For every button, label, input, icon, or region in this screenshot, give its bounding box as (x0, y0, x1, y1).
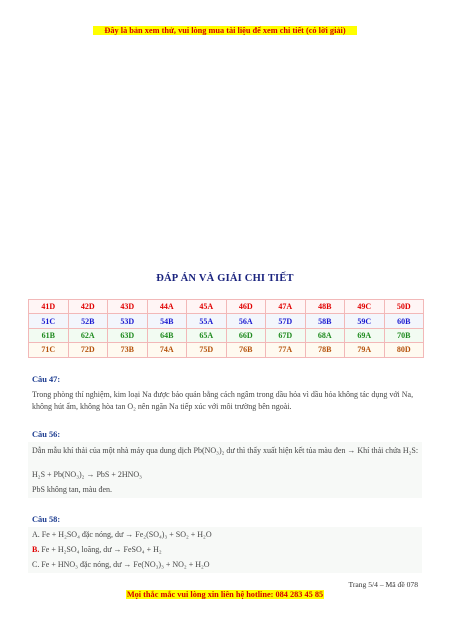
question-58-option-a: A. Fe + H₂SO₄ đặc nóng, dư → Fe₂(SO₄)₃ + SO₂ + H₂O (32, 530, 212, 539)
answer-cell: 59C (345, 314, 385, 328)
answer-cell: 56A (226, 314, 266, 328)
question-56-note: PbS không tan, màu đen. (32, 485, 112, 494)
answer-cell: 66D (226, 328, 266, 342)
answer-cell: 61B (29, 328, 69, 342)
answer-cell: 80D (384, 343, 424, 357)
answer-cell: 42D (68, 300, 108, 314)
answer-cell: 77A (266, 343, 306, 357)
answer-cell: 43D (108, 300, 148, 314)
answer-row (29, 300, 424, 314)
answer-cell: 51C (29, 314, 69, 328)
answer-cell: 76B (226, 343, 266, 357)
answer-cell: 53D (108, 314, 148, 328)
question-56-label: Câu 56: (32, 430, 61, 439)
answer-cell: 57D (266, 314, 306, 328)
section-title: ĐÁP ÁN VÀ GIẢI CHI TIẾT (156, 273, 294, 284)
answer-cell: 50D (384, 300, 424, 314)
answer-cell: 54B (147, 314, 187, 328)
answer-cell: 70B (384, 328, 424, 342)
hotline-banner (0, 590, 450, 599)
answer-cell: 79A (345, 343, 385, 357)
answer-cell: 72D (68, 343, 108, 357)
answer-cell: 41D (29, 300, 69, 314)
answer-cell: 44A (147, 300, 187, 314)
answer-cell: 78B (305, 343, 345, 357)
question-47-explanation: Trong phòng thí nghiệm, kim loại Na được bảo quản bằng cách ngâm trong dầu hỏa vì dầu hỏa không tác dụng với Na, không hút ẩm, không hòa tan O₂ nên ngăn Na tiếp xúc với môi trường bên ngoài. (32, 390, 414, 411)
question-58-label: Câu 58: (32, 515, 61, 524)
answer-cell: 64B (147, 328, 187, 342)
answer-cell: 69A (345, 328, 385, 342)
question-56-explanation: Dẫn mẫu khí thải của một nhà máy qua dung dịch Pb(NO₃)₂ dư thì thấy xuất hiện kết tủa màu đen → Khí thải chứa H₂S: (32, 446, 419, 455)
answer-cell: 71C (29, 343, 69, 357)
answer-row (29, 343, 424, 357)
question-58-option-c: C. Fe + HNO₃ đặc nóng, dư → Fe(NO₃)₃ + NO₂ + H₂O (32, 560, 210, 569)
answer-cell: 52B (68, 314, 108, 328)
answer-cell: 47A (266, 300, 306, 314)
answer-cell: 58B (305, 314, 345, 328)
question-47-label: Câu 47: (32, 375, 61, 384)
answer-key-table (28, 299, 424, 358)
answer-cell: 67D (266, 328, 306, 342)
answer-cell: 60B (384, 314, 424, 328)
answer-cell: 75D (187, 343, 227, 357)
answer-cell: 63D (108, 328, 148, 342)
answer-cell: 74A (147, 343, 187, 357)
answer-row (29, 314, 424, 328)
answer-cell: 46D (226, 300, 266, 314)
answer-cell: 73B (108, 343, 148, 357)
answer-cell: 55A (187, 314, 227, 328)
preview-notice-text: Đây là bản xem thử, vui lòng mua tài liệu để xem chi tiết (có lời giải) (104, 26, 346, 35)
answer-cell: 65A (187, 328, 227, 342)
answer-cell: 68A (305, 328, 345, 342)
answer-row (29, 328, 424, 342)
question-58-option-b (32, 545, 162, 554)
answer-cell: 45A (187, 300, 227, 314)
answer-cell: 62A (68, 328, 108, 342)
hotline-text: Mọi thắc mắc vui lòng xin liên hệ hotline: 084 283 45 85 (126, 590, 324, 599)
question-56-equation: H₂S + Pb(NO₃)₂ → PbS + 2HNO₃ (32, 470, 142, 479)
answer-cell: 49C (345, 300, 385, 314)
question-58-option-b-letter: B. (32, 545, 40, 554)
answer-cell: 48B (305, 300, 345, 314)
preview-notice-banner (0, 26, 450, 35)
page-number: Trang 5/4 – Mã đề 078 (348, 580, 418, 589)
question-58-option-b-text: Fe + H₂SO₄ loãng, dư → FeSO₄ + H₂ (41, 545, 162, 554)
